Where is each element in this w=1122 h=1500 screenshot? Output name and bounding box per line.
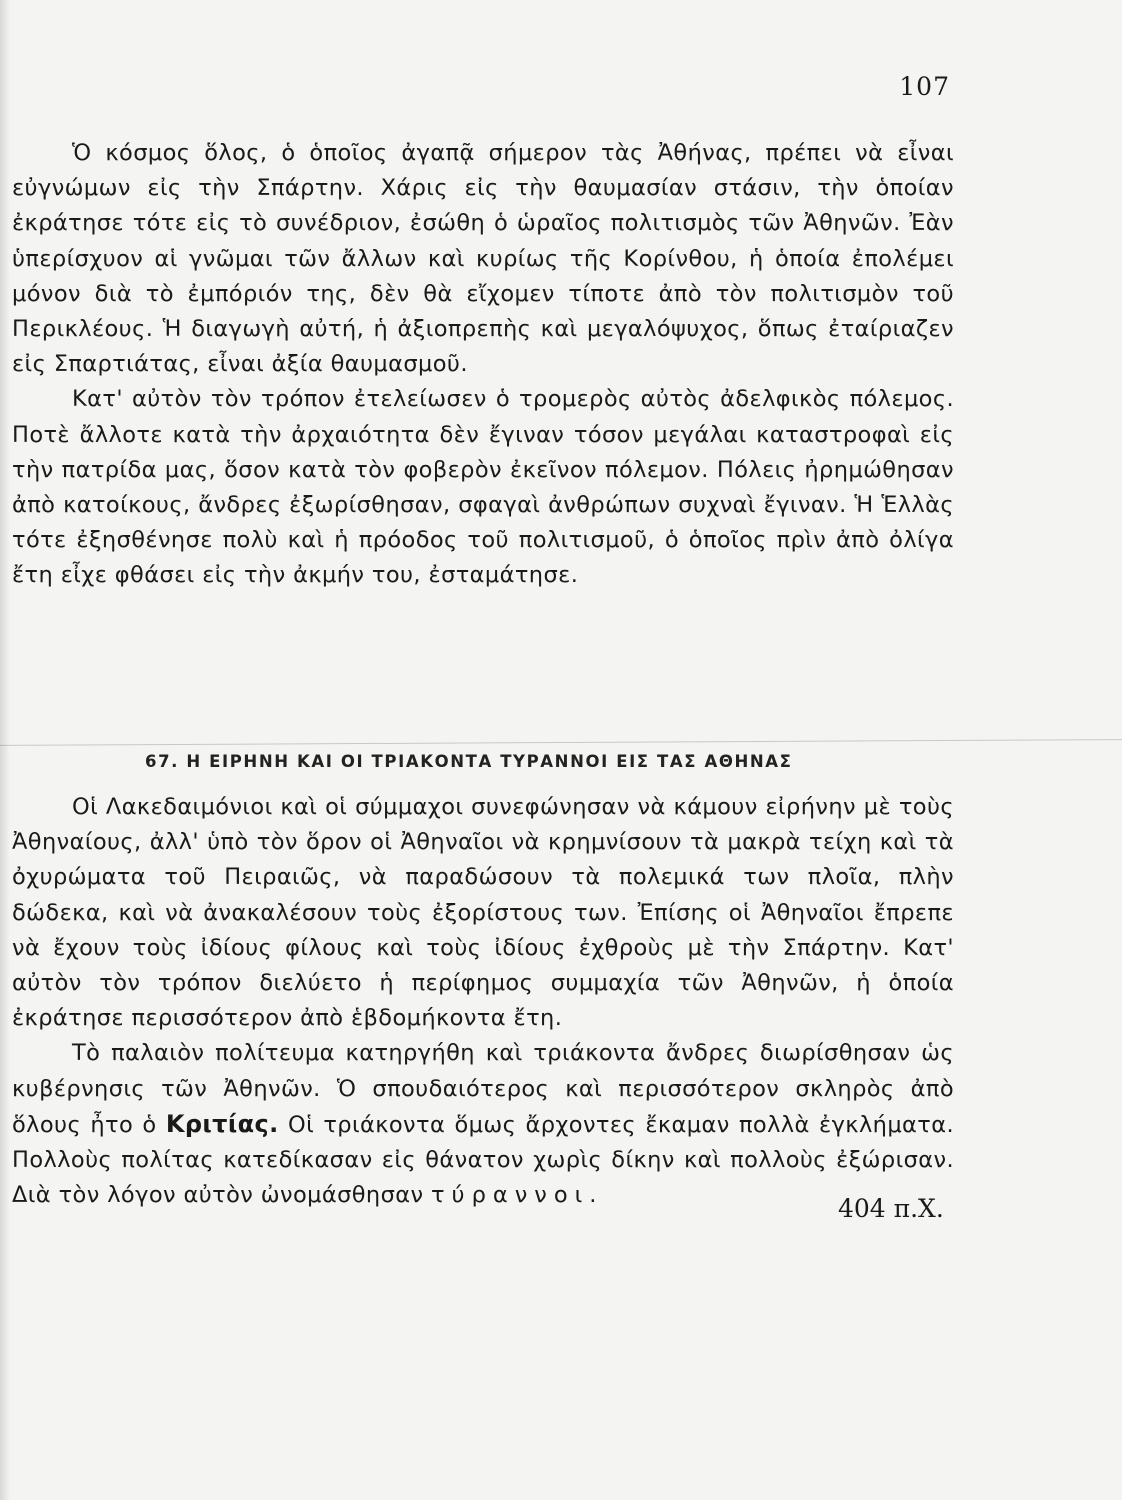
section-1-text	[12, 136, 954, 594]
paragraph: Ὁ κόσμος ὅλος, ὁ ὁποῖος ἀγαπᾷ σήμερον τὰς Ἀθήνας, πρέπει νὰ εἶναι εὐγνώμων εἰς τὴν Σπάρτην. Χάρις εἰς τὴν θαυμασίαν στάσιν, τὴν ὁποίαν ἐκράτησε τότε εἰς τὸ συνέδριον, ἐσώθη ὁ ὡραῖος πολιτισμὸς τῶν Ἀθηνῶν. Ἐὰν ὑπερίσχυον αἱ γνῶμαι τῶν ἄλλων καὶ κυρίως τῆς Κορίνθου, ἡ ὁποία ἐπολέμει μόνον διὰ τὸ ἐμπόριόν της, δὲν θὰ εἴχομεν τίποτε ἀπὸ τὸν πολιτισμὸν τοῦ Περικλέους. Ἡ διαγωγὴ αὐτή, ἡ ἀξιοπρεπὴς καὶ μεγαλόψυχος, ὅπως ἐταίριαζεν εἰς Σπαρτιάτας, εἶναι ἀξία θαυμασμοῦ.	[12, 140, 954, 378]
section-heading: 67. Η ΕΙΡΗΝΗ ΚΑΙ ΟΙ ΤΡΙΑΚΟΝΤΑ ΤΥΡΑΝΝΟΙ ΕΙΣ ΤΑΣ ΑΘΗΝΑΣ	[145, 752, 793, 771]
section-2-text	[12, 790, 954, 1213]
emphasized-name: Κριτίας.	[165, 1109, 279, 1138]
page-edge-shadow	[0, 0, 10, 1500]
paragraph: Κατ' αὐτὸν τὸν τρόπον ἐτελείωσεν ὁ τρομερὸς αὐτὸς ἀδελφικὸς πόλεμος. Ποτὲ ἄλλοτε κατὰ τὴν ἀρχαιότητα δὲν ἔγιναν τόσον μεγάλαι καταστροφαὶ εἰς τὴν πατρίδα μας, ὅσον κατὰ τὸν φοβερὸν ἐκεῖνον πόλεμον. Πόλεις ἠρημώθησαν ἀπὸ κατοίκους, ἄνδρες ἐξωρίσθησαν, σφαγαὶ ἀνθρώπων συχναὶ ἔγιναν. Ἡ Ἑλλὰς τότε ἐξησθένησε πολὺ καὶ ἡ πρόοδος τοῦ πολιτισμοῦ, ὁ ὁποῖος πρὶν ἀπὸ ὀλίγα ἔτη εἶχε φθάσει εἰς τὴν ἀκμήν του, ἐσταμάτησε.	[12, 386, 954, 589]
scan-divider-line	[0, 739, 1122, 746]
paragraph-text: Τὸ παλαιὸν πολίτευμα κατηργήθη καὶ τριάκοντα ἄνδρες διωρίσθησαν ὡς κυβέρνησις τῶν Ἀθηνῶν. Ὁ σπουδαιότερος καὶ περισσότερον σκληρὸς ἀπὸ ὅλους ἦτο ὁ	[12, 1040, 954, 1138]
paragraph: Οἱ Λακεδαιμόνιοι καὶ οἱ σύμμαχοι συνεφώνησαν νὰ κάμουν εἰρήνην μὲ τοὺς Ἀθηναίους, ἀλλ' ὑπὸ τὸν ὅρον οἱ Ἀθηναῖοι νὰ κρημνίσουν τὰ μακρὰ τείχη καὶ τὰ ὀχυρώματα τοῦ Πειραιῶς, νὰ παραδώσουν τὰ πολεμικά των πλοῖα, πλὴν δώδεκα, καὶ νὰ ἀνακαλέσουν τοὺς ἐξορίστους των. Ἐπίσης οἱ Ἀθηναῖοι ἔπρεπε νὰ ἔχουν τοὺς ἰδίους φίλους καὶ τοὺς ἰδίους ἐχθροὺς μὲ τὴν Σπάρτην. Κατ' αὐτὸν τὸν τρόπον διελύετο ἡ περίφημος συμμαχία τῶν Ἀθηνῶν, ἡ ὁποία ἐκράτησε περισσότερον ἀπὸ ἑβδομήκοντα ἔτη.	[12, 794, 954, 1032]
paragraph	[12, 1036, 954, 1213]
page-number: 107	[899, 72, 950, 101]
spaced-word: τύραννοι.	[431, 1182, 604, 1209]
margin-date-note: 404 π.Χ.	[838, 1194, 944, 1223]
paragraph-text: Οἱ τριάκοντα ὅμως ἄρχοντες ἔκαμαν πολλὰ ἐγκλήματα. Πολλοὺς πολίτας κατεδίκασαν εἰς θάνατον χωρὶς δίκην καὶ πολλοὺς ἐξώρισαν. Διὰ τὸν λόγον αὐτὸν ὠνομάσθησαν	[12, 1111, 954, 1209]
